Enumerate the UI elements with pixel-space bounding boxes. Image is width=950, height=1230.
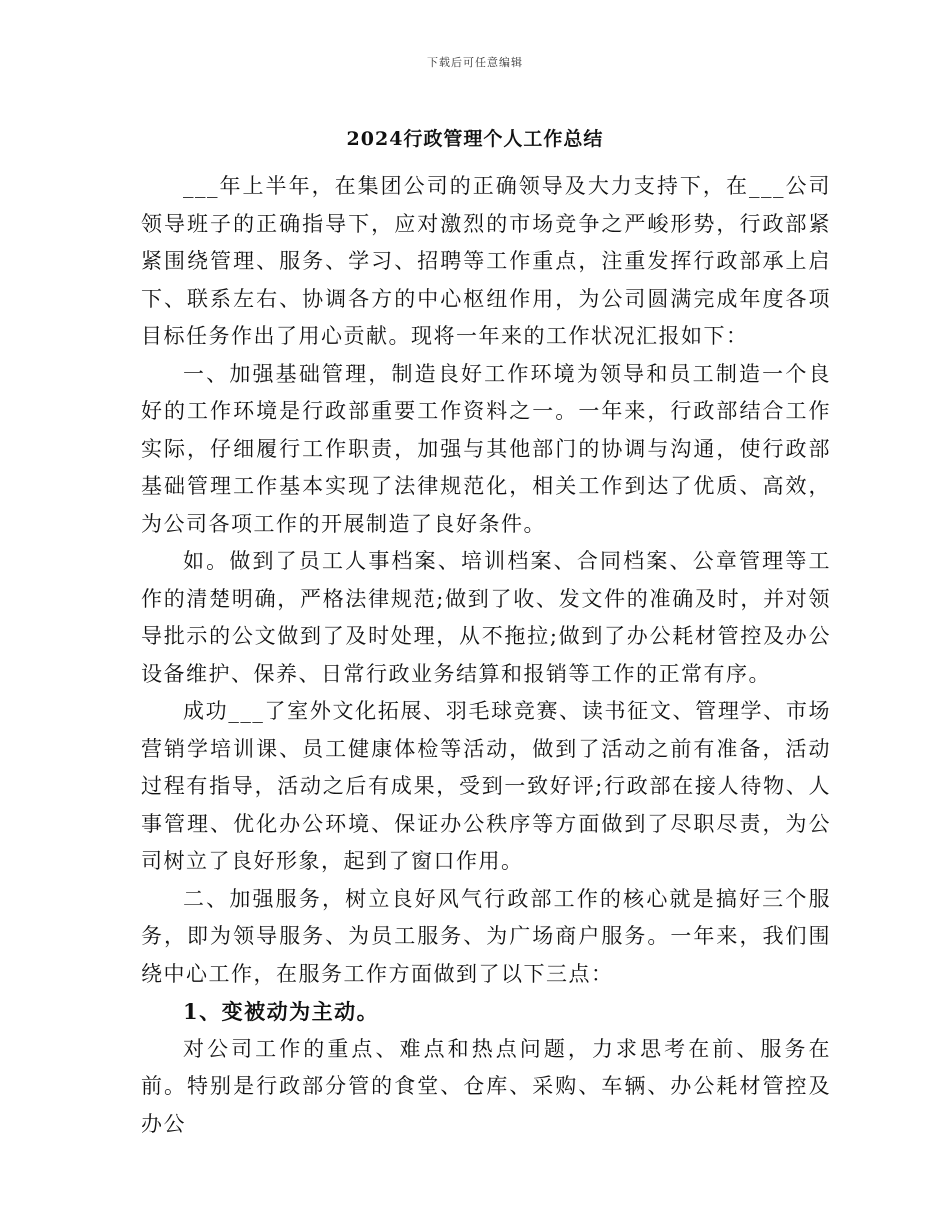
header-note: 下载后可任意编辑 bbox=[427, 56, 523, 69]
document-title: 2024行政管理个人工作总结 bbox=[346, 128, 604, 150]
paragraph-subsection-1: 对公司工作的重点、难点和热点问题，力求思考在前、服务在前。特别是行政部分管的食堂、仓库、采购、车辆、办公耗材管控及办公 bbox=[141, 1036, 831, 1136]
paragraph-section-1-activities: 成功___了室外文化拓展、羽毛球竞赛、读书征文、管理学、市场营销学培训课、员工健康体检等活动，做到了活动之前有准备，活动过程有指导，活动之后有成果，受到一致好评;行政部在接人待物、人事管理、优化办公环境、保证办公秩序等方面做到了尽职尽责，为公司树立了良好形象，起到了窗口作用。 bbox=[141, 699, 831, 873]
paragraph-intro: ___年上半年，在集团公司的正确领导及大力支持下，在___公司领导班子的正确指导下，应对激烈的市场竞争之严峻形势，行政部紧紧围绕管理、服务、学习、招聘等工作重点，注重发挥行政部承上启下、联系左右、协调各方的中心枢纽作用，为公司圆满完成年度各项目标任务作出了用心贡献。现将一年来的工作状况汇报如下： bbox=[141, 174, 831, 348]
paragraph-section-1-detail: 如。做到了员工人事档案、培训档案、合同档案、公章管理等工作的清楚明确，严格法律规范;做到了收、发文件的准确及时，并对领导批示的公文做到了及时处理，从不拖拉;做到了办公耗材管控及办公设备维护、保养、日常行政业务结算和报销等工作的正常有序。 bbox=[141, 549, 831, 686]
paragraph-section-2: 二、加强服务，树立良好风气行政部工作的核心就是搞好三个服务，即为领导服务、为员工服务、为广场商户服务。一年来，我们围绕中心工作，在服务工作方面做到了以下三点： bbox=[141, 886, 831, 986]
subheading-1: 1、变被动为主动。 bbox=[183, 999, 380, 1024]
document-body bbox=[141, 168, 831, 1143]
paragraph-section-1: 一、加强基础管理，制造良好工作环境为领导和员工制造一个良好的工作环境是行政部重要工作资料之一。一年来，行政部结合工作实际，仔细履行工作职责，加强与其他部门的协调与沟通，使行政部基础管理工作基本实现了法律规范化，相关工作到达了优质、高效，为公司各项工作的开展制造了良好条件。 bbox=[141, 361, 831, 536]
